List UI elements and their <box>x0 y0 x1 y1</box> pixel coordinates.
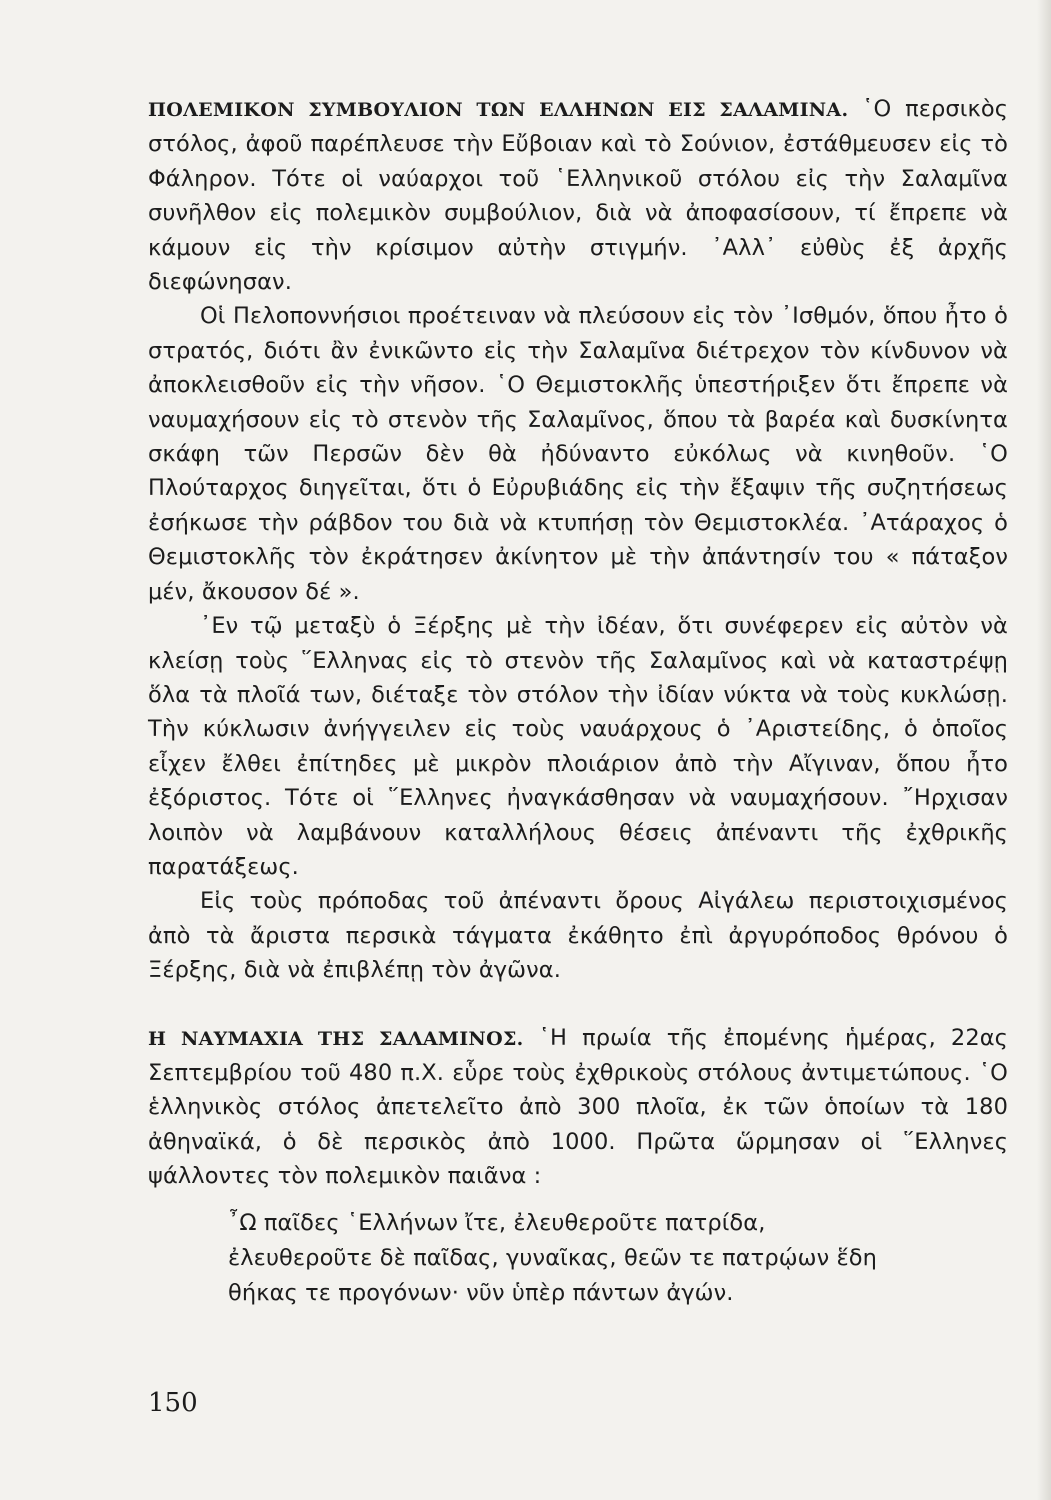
page-number: 150 <box>148 1388 198 1418</box>
section2-intro-text: ῾Η πρωία τῆς ἐπομένης ἡμέρας, 22ας Σεπτεμβρίου τοῦ 480 π.Χ. εὗρε τοὺς ἐχθρικοὺς στόλους ἀντιμετώπους. ῾Ο ἑλληνικὸς στόλος ἀπετελεῖτο ἀπὸ 300 πλοῖα, ἐκ τῶν ὁποίων τὰ 180 ἀθηναϊκά, ὁ δὲ περσικὸς ἀπὸ 1000. Πρῶτα ὥρμησαν οἱ ῞Ελληνες ψάλλοντες τὸν πολεμικὸν παιᾶνα : <box>148 1024 1008 1190</box>
paean-verse <box>228 1206 1008 1311</box>
verse-line-1: ῏Ω παῖδες ῾Ελλήνων ἴτε, ἐλευθεροῦτε πατρίδα, <box>228 1209 766 1236</box>
section1-paragraph-2: Οἱ Πελοποννήσιοι προέτειναν νὰ πλεύσουν εἰς τὸν ᾿Ισθμόν, ὅπου ἦτο ὁ στρατός, διότι ἂν ἐνικῶντο εἰς τὴν Σαλαμῖνα διέτρεχον τὸν κίνδυνον νὰ ἀποκλεισθοῦν εἰς τὴν νῆσον. ῾Ο Θεμιστοκλῆς ὑπεστήριξεν ὅτι ἔπρεπε νὰ ναυμαχήσουν εἰς τὸ στενὸν τῆς Σαλαμῖνος, ὅπου τὰ βαρέα καὶ δυσκίνητα σκάφη τῶν Περσῶν δὲν θὰ ἠδύναντο εὐκόλως νὰ κινηθοῦν. ῾Ο Πλούταρχος διηγεῖται, ὅτι ὁ Εὐρυβιάδης εἰς τὴν ἔξαψιν τῆς συζητήσεως ἐσήκωσε τὴν ράβδον του διὰ νὰ κτυπήσῃ τὸν Θεμιστοκλέα. ᾿Ατάραχος ὁ Θεμιστοκλῆς τὸν ἐκράτησεν ἀκίνητον μὲ τὴν ἀπάντησίν του « πάταξον μέν, ἄκουσον δέ ». <box>148 303 1008 605</box>
text-block <box>148 92 1008 1311</box>
page-edge <box>1037 0 1051 1500</box>
verse-line-3: θήκας τε προγόνων· νῦν ὑπὲρ πάντων ἀγών. <box>228 1279 734 1306</box>
section2-paragraph-1 <box>148 1021 1008 1194</box>
section1-paragraph-3: ᾿Εν τῷ μεταξὺ ὁ Ξέρξης μὲ τὴν ἰδέαν, ὅτι συνέφερεν εἰς αὐτὸν νὰ κλείσῃ τοὺς ῞Ελληνας εἰς τὸ στενὸν τῆς Σαλαμῖνος καὶ νὰ καταστρέψῃ ὅλα τὰ πλοῖά των, διέταξε τὸν στόλον τὴν ἰδίαν νύκτα νὰ τοὺς κυκλώσῃ. Τὴν κύκλωσιν ἀνήγγειλεν εἰς τοὺς ναυάρχους ὁ ᾿Αριστείδης, ὁ ὁποῖος εἶχεν ἔλθει ἐπίτηδες μὲ μικρὸν πλοιάριον ἀπὸ τὴν Αἴγιναν, ὅπου ἦτο ἐξόριστος. Τότε οἱ ῞Ελληνες ἠναγκάσθησαν νὰ ναυμαχήσουν. ῎Ηρχισαν λοιπὸν νὰ λαμβάνουν καταλλήλους θέσεις ἀπέναντι τῆς ἐχθρικῆς παρατάξεως. <box>148 613 1008 880</box>
section-gap <box>148 988 1008 1021</box>
section1-heading: ΠΟΛΕΜΙΚΟΝ ΣΥΜΒΟΥΛΙΟΝ ΤΩΝ ΕΛΛΗΝΩΝ ΕΙΣ ΣΑΛΑΜΙΝΑ. <box>148 99 849 121</box>
section1-paragraph-1 <box>148 92 1008 299</box>
section2-heading: Η ΝΑΥΜΑΧΙΑ ΤΗΣ ΣΑΛΑΜΙΝΟΣ. <box>148 1027 524 1050</box>
section1-paragraph-4: Εἰς τοὺς πρόποδας τοῦ ἀπέναντι ὄρους Αἰγάλεω περιστοιχισμένος ἀπὸ τὰ ἄριστα περσικὰ τάγματα ἐκάθητο ἐπὶ ἀργυρόποδος θρόνου ὁ Ξέρξης, διὰ νὰ ἐπιβλέπῃ τὸν ἀγῶνα. <box>148 888 1008 984</box>
section1-intro-text: ῾Ο περσικὸς στόλος, ἀφοῦ παρέπλευσε τὴν Εὔβοιαν καὶ τὸ Σούνιον, ἐστάθμευσεν εἰς τὸ Φάληρον. Τότε οἱ ναύαρχοι τοῦ ῾Ελληνικοῦ στόλου εἰς τὴν Σαλαμῖνα συνῆλθον εἰς πολεμικὸν συμβούλιον, διὰ νὰ ἀποφασίσουν, τί ἔπρεπε νὰ κάμουν εἰς τὴν κρίσιμον αὐτὴν στιγμήν. ᾿Αλλ᾿ εὐθὺς ἐξ ἀρχῆς διεφώνησαν. <box>148 96 1008 296</box>
verse-line-2: ἐλευθεροῦτε δὲ παῖδας, γυναῖκας, θεῶν τε πατρῴων ἕδη <box>228 1244 877 1271</box>
